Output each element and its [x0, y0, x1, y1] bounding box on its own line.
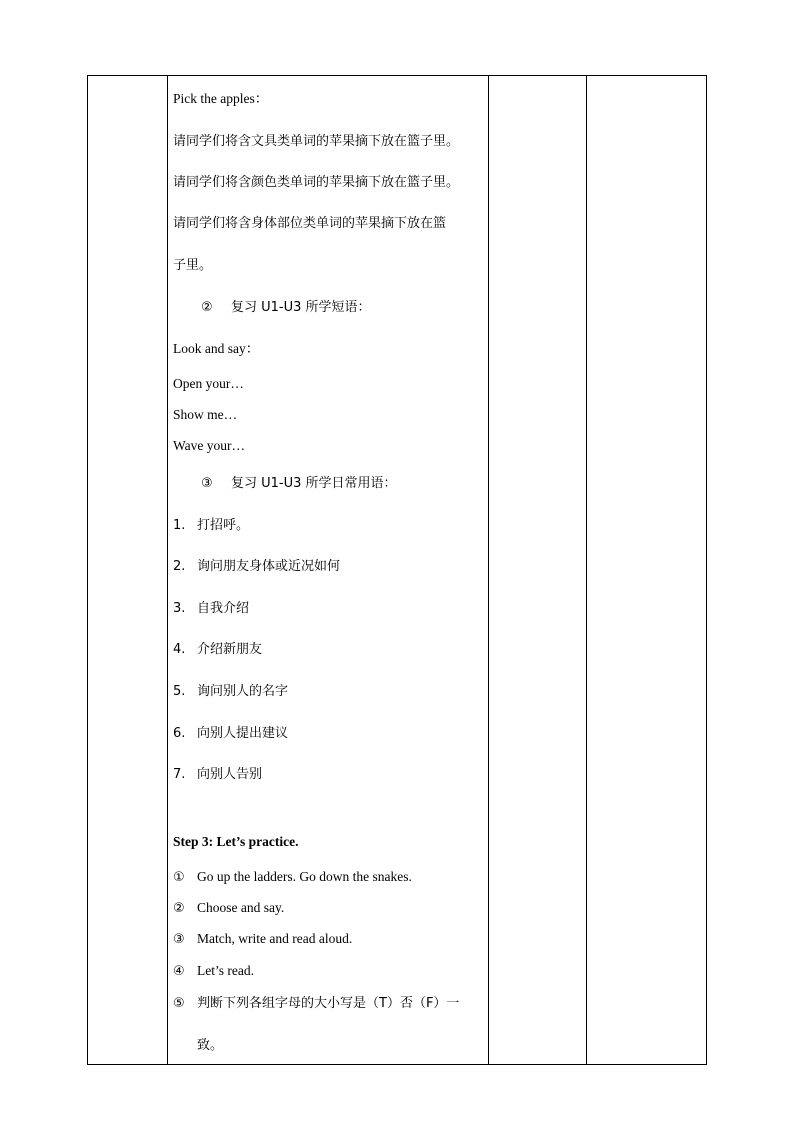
list-item: ④ Let’s read.: [173, 963, 254, 979]
phrase-item: Show me…: [173, 407, 238, 422]
daily-marker: ③: [201, 476, 213, 491]
list-item: ③ Match, write and read aloud.: [173, 931, 353, 947]
list-item: ⑤ 判断下列各组字母的大小写是（T）否（F）一: [173, 996, 460, 1011]
list-item: ② Choose and say.: [173, 900, 285, 916]
pick-line-2: 请同学们将含颜色类单词的苹果摘下放在篮子里。: [173, 175, 460, 190]
list-item: 6. 向别人提出建议: [173, 726, 289, 741]
pick-line-3: 请同学们将含身体部位类单词的苹果摘下放在篮: [173, 216, 447, 231]
list-item: 4. 介绍新朋友: [173, 642, 263, 657]
phrases-marker: ②: [201, 300, 213, 315]
list-item: 1. 打招呼。: [173, 518, 250, 533]
phrases-heading: [201, 299, 371, 317]
look-and-say: Look and say：: [173, 341, 260, 356]
phrase-item: Open your…: [173, 376, 244, 391]
list-item: 3. 自我介绍: [173, 601, 250, 616]
pick-line-1: 请同学们将含文具类单词的苹果摘下放在篮子里。: [173, 134, 460, 149]
column-divider-3: [586, 76, 587, 1064]
list-item: 5. 询问别人的名字: [173, 684, 289, 699]
phrase-item: Wave your…: [173, 438, 246, 453]
column-divider-1: [167, 76, 168, 1064]
phrases-heading-text: 复习 U1-U3 所学短语：: [231, 300, 371, 315]
daily-heading: [201, 475, 397, 493]
list-item-cont: 致。: [197, 1038, 224, 1053]
daily-heading-text: 复习 U1-U3 所学日常用语：: [231, 476, 397, 491]
step3-heading: Step 3: Let’s practice.: [173, 834, 299, 849]
list-item: 2. 询问朋友身体或近况如何: [173, 559, 341, 574]
lesson-table: [87, 75, 707, 1065]
pick-apples-title: Pick the apples：: [173, 91, 269, 106]
list-item: ① Go up the ladders. Go down the snakes.: [173, 869, 412, 885]
list-item: 7. 向别人告别: [173, 767, 263, 782]
pick-line-3-cont: 子里。: [173, 258, 213, 273]
column-divider-2: [488, 76, 489, 1064]
